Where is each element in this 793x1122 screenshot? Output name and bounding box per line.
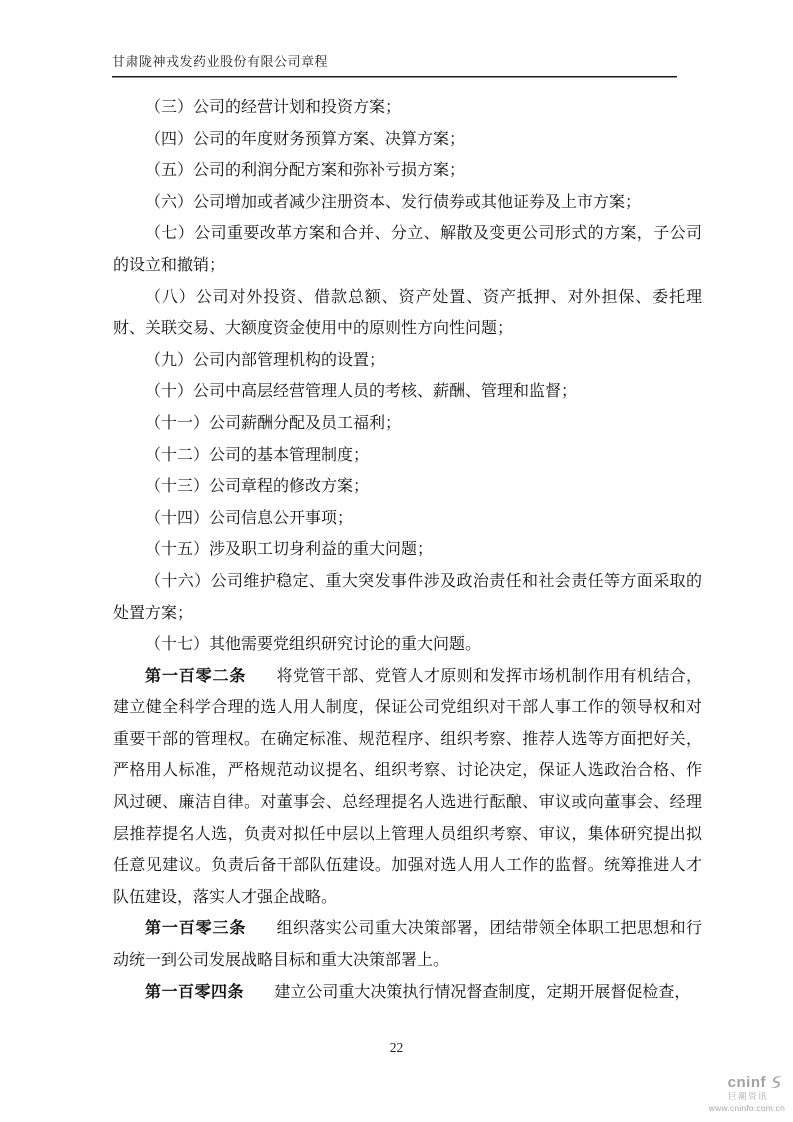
cninfo-watermark <box>675 1074 785 1112</box>
clause-paragraph: （十三）公司章程的修改方案； <box>145 478 370 496</box>
watermark-brand-row <box>675 1074 785 1090</box>
clause-paragraph: （十一）公司薪酬分配及员工福利； <box>145 414 402 432</box>
article-number: 第一百零四条 <box>145 983 245 1001</box>
article-text: 组织落实公司重大决策部署，团结带领全体职工把思想和行动统一到公司发展战略目标和重大决策部署上。 <box>113 920 702 970</box>
document-body <box>113 92 702 1008</box>
header-divider <box>112 76 677 78</box>
article-number: 第一百零三条 <box>145 920 247 938</box>
clause-paragraph: （七）公司重要改革方案和合并、分立、解散及变更公司形式的方案，子公司的设立和撤销； <box>113 225 702 274</box>
article-text: 将党管干部、党管人才原则和发挥市场机制作用有机结合，建立健全科学合理的选人用人制度，保证公司党组织对干部人事工作的领导权和对重要干部的管理权。在确定标准、规范程序、组织考察、推荐人选等方面把好关，严格用人标准，严格规范动议提名、组织考察、讨论决定，保证人选政治合格、作风过硬、廉洁自律。对董事会、总经理提名人选进行酝酿、审议或向董事会、经理层推荐提名人选，负责对拟任中层以上管理人员组织考察、审议，集体研究提出拟任意见建议。负责后备干部队伍建设。加强对选人用人工作的监督。统筹推进人才队伍建设，落实人才强企战略。 <box>113 667 702 906</box>
watermark-cn-name: 巨潮资讯 <box>727 1091 768 1101</box>
clause-paragraph: （十四）公司信息公开事项； <box>145 509 354 527</box>
clause-paragraph: （六）公司增加或者减少注册资本、发行债券或其他证券及上市方案； <box>145 193 642 211</box>
cninfo-swirl-icon <box>768 1074 785 1090</box>
clause-paragraph: （八）公司对外投资、借款总额、资产处置、资产抵押、对外担保、委托理财、关联交易、大额度资金使用中的原则性方向性问题； <box>113 288 702 338</box>
clause-paragraph: （五）公司的利润分配方案和弥补亏损方案； <box>145 162 466 180</box>
clause-paragraph: （十）公司中高层经营管理人员的考核、薪酬、管理和监督； <box>145 383 578 401</box>
article-text: 建立公司重大决策执行情况督查制度，定期开展督促检查， <box>274 983 691 1001</box>
clause-paragraph: （三）公司的经营计划和投资方案； <box>145 99 402 116</box>
page-number: 22 <box>389 1040 404 1055</box>
watermark-brand-text: cninf <box>727 1073 766 1091</box>
page-header <box>112 53 677 78</box>
clause-paragraph: （九）公司内部管理机构的设置； <box>145 351 386 369</box>
clause-paragraph: （十七）其他需要党组织研究讨论的重大问题。 <box>145 636 482 654</box>
article-number: 第一百零二条 <box>145 667 247 685</box>
clause-paragraph: （十五）涉及职工切身利益的重大问题； <box>145 541 434 559</box>
clause-paragraph: （十二）公司的基本管理制度； <box>145 446 370 464</box>
watermark-url: www.cninfo.com.cn <box>708 1102 785 1113</box>
clause-paragraph: （十六）公司维护稳定、重大突发事件涉及政治责任和社会责任等方面采取的处置方案； <box>113 572 702 622</box>
article-paragraph <box>113 913 702 976</box>
document-title: 甘肃陇神戎发药业股份有限公司章程 <box>112 54 329 69</box>
article-paragraph <box>113 661 702 914</box>
article-paragraph <box>113 977 702 1009</box>
clause-paragraph: （四）公司的年度财务预算方案、决算方案； <box>145 130 466 148</box>
